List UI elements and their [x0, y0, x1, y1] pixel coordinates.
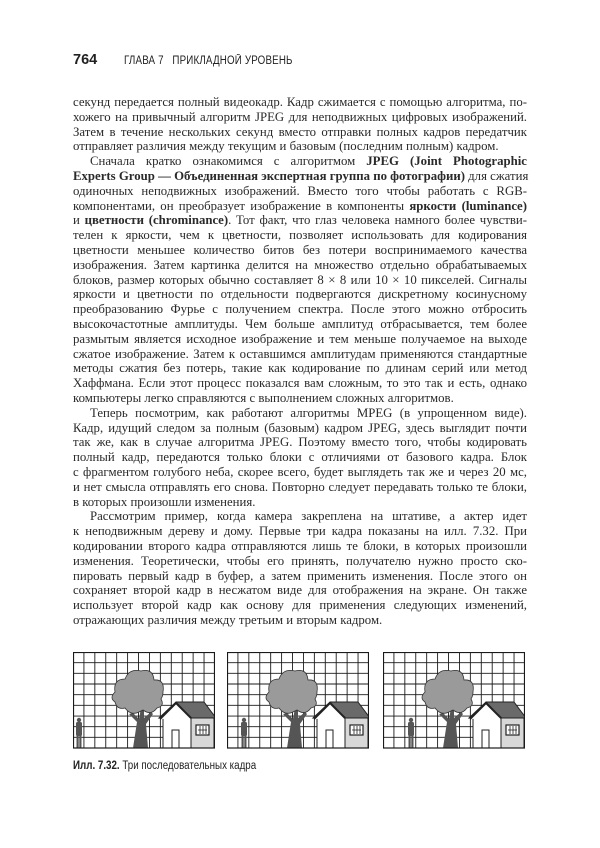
text-run: методы сжатия без потерь, такие как кодирование по длинам серий или метод [73, 361, 527, 376]
text-line [73, 613, 527, 628]
text-line [73, 421, 527, 436]
running-header [73, 52, 322, 68]
text-run: изображения. Затем картинка делится на множество отдельно обрабатываемых [73, 257, 527, 272]
text-run: цветности меньшее количество битов без потери воспринимаемого качества [73, 242, 527, 257]
text-run: Сначала кратко ознакомимся с алгоритмом [90, 154, 367, 169]
text-run: полный кадр, передаются только блоки с отличиями от базового кадра. Блок [73, 450, 527, 465]
text-run: Рассмотрим пример, когда камера закреплена на штативе, а актер идет [90, 509, 527, 524]
text-line [73, 465, 527, 480]
figure-7-32 [73, 652, 527, 750]
text-run: . Тот факт, что глаз человека намного более чувстви- [228, 213, 527, 228]
text-run: преобразованию Фурье с получением спектра. После этого можно отбросить [73, 302, 527, 317]
text-run: компонентами, он преобразует изображение в компоненты [73, 198, 410, 213]
text-line [73, 450, 527, 465]
text-line [73, 273, 527, 288]
text-line [73, 228, 527, 243]
text-run: использует второй кадр как основу для применения следующих изменений, [73, 598, 527, 613]
text-line [73, 184, 527, 199]
text-run: компьютеры легко справляются с выполнением сложных алгоритмов. [73, 390, 454, 405]
text-run: Хаффмана. Если этот процесс показался вам сложным, то это так и есть, однако [73, 376, 527, 391]
text-line [73, 509, 527, 524]
text-run: и [73, 213, 85, 228]
text-line [73, 110, 527, 125]
text-line [73, 495, 527, 510]
text-run: отражающих различия между третьим и вторым кадром. [73, 612, 383, 627]
text-run: Теперь посмотрим, как работают алгоритмы MPEG (в упрощенном виде). [90, 405, 527, 420]
frame-drawing [383, 652, 525, 749]
frame-drawing [73, 652, 215, 749]
text-run: Кадр, идущий следом за полным (базовым) кадром JPEG, здесь выглядит почти [73, 420, 527, 435]
video-frame-1 [73, 652, 215, 749]
text-run: пировать первый кадр в буфер, а затем применить изменения. После этого он [73, 568, 527, 583]
video-frame-3 [383, 652, 525, 749]
figure-caption [73, 760, 256, 772]
text-run: секунд передается полный видеокадр. Кадр сжимается с помощью алгоритма, по- [73, 95, 527, 109]
text-line [73, 213, 527, 228]
caption-text: Три последовательных кадра [119, 760, 257, 772]
text-line [73, 583, 527, 598]
text-run: одиночных неподвижных изображений. Вместо того чтобы работать с RGB- [73, 183, 527, 198]
text-line [73, 125, 527, 140]
text-line [73, 317, 527, 332]
text-line [73, 302, 527, 317]
text-line [73, 480, 527, 495]
chapter-title: ГЛАВА 7 ПРИКЛАДНОЙ УРОВЕНЬ [124, 55, 293, 67]
text-run: Затем в течение нескольких секунд вместо отправки полных кадров передатчик [73, 124, 527, 139]
text-run: отправляет различия между текущим и базовым (последним полным) кадром. [73, 139, 499, 154]
bold-term: Experts Group — Объединенная экспертная группа по фотографии) [73, 168, 465, 183]
text-line [73, 347, 527, 362]
text-line [73, 539, 527, 554]
text-run: сжатое изображение. Затем к оставшимся амплитудам применяются стандартные [73, 346, 527, 361]
video-frame-2 [227, 652, 369, 749]
text-run: телен к яркости, чем к цветности, позволяет использовать для кодирования [73, 228, 527, 243]
text-line [73, 258, 527, 273]
text-line [73, 406, 527, 421]
text-line [73, 95, 527, 110]
text-line [73, 524, 527, 539]
text-line [73, 435, 527, 450]
text-line [73, 243, 527, 258]
page-number: 764 [73, 52, 98, 68]
text-line [73, 287, 527, 302]
text-run: к неподвижным дереву и дому. Первые три кадра показаны на илл. 7.32. При [73, 524, 527, 539]
text-line [73, 332, 527, 347]
text-line [73, 376, 527, 391]
text-line [73, 154, 527, 169]
bold-term: цветности (chrominance) [84, 213, 229, 228]
text-run: яркости и цветности по отдельности подвергаются дискретному косинусному [73, 287, 527, 302]
frame-drawing [227, 652, 369, 749]
text-run: с фрагментом голубого неба, скорее всего, будет выглядеть так же и через 20 мс, [73, 464, 527, 479]
text-line [73, 139, 527, 154]
text-run: размытым является исходное изображение и тем меньше получаемое на выходе [73, 331, 527, 346]
text-run: в которых произошли изменения. [73, 494, 256, 509]
text-run: высокочастотные амплитуды. Чем больше амплитуд отбрасывается, тем более [73, 316, 527, 331]
caption-label: Илл. 7.32. [73, 760, 120, 772]
text-line [73, 361, 527, 376]
text-run: блоков, размер которых обычно составляет 8 × 8 или 10 × 10 пикселей. Сигналы [73, 272, 527, 287]
text-line [73, 569, 527, 584]
bold-term: яркости (luminance) [409, 198, 527, 213]
text-run: кодировании второго кадра отправляются лишь те блоки, в которых произошли [73, 538, 527, 553]
body-text [73, 95, 527, 628]
text-run: для сжатия [464, 168, 529, 183]
text-line [73, 391, 527, 406]
text-line [73, 199, 527, 214]
text-run: хожего на привычный алгоритм JPEG для неподвижных цифровых изображений. [73, 109, 527, 124]
text-run: и нет смысла отправлять его снова. Повторно следует передавать только те блоки, [73, 479, 527, 494]
text-run: сохраняет второй кадр в несжатом виде для отображения на экране. Он также [73, 583, 527, 598]
text-line [73, 598, 527, 613]
text-run: изменения. Теоретически, чтобы его принять, получателю нужно просто ско- [73, 553, 527, 568]
text-line [73, 169, 527, 184]
text-line [73, 554, 527, 569]
text-run: так же, как в случае алгоритма JPEG. Поэтому вместо того, чтобы кодировать [73, 435, 527, 450]
bold-term: JPEG (Joint Photographic [366, 154, 527, 169]
